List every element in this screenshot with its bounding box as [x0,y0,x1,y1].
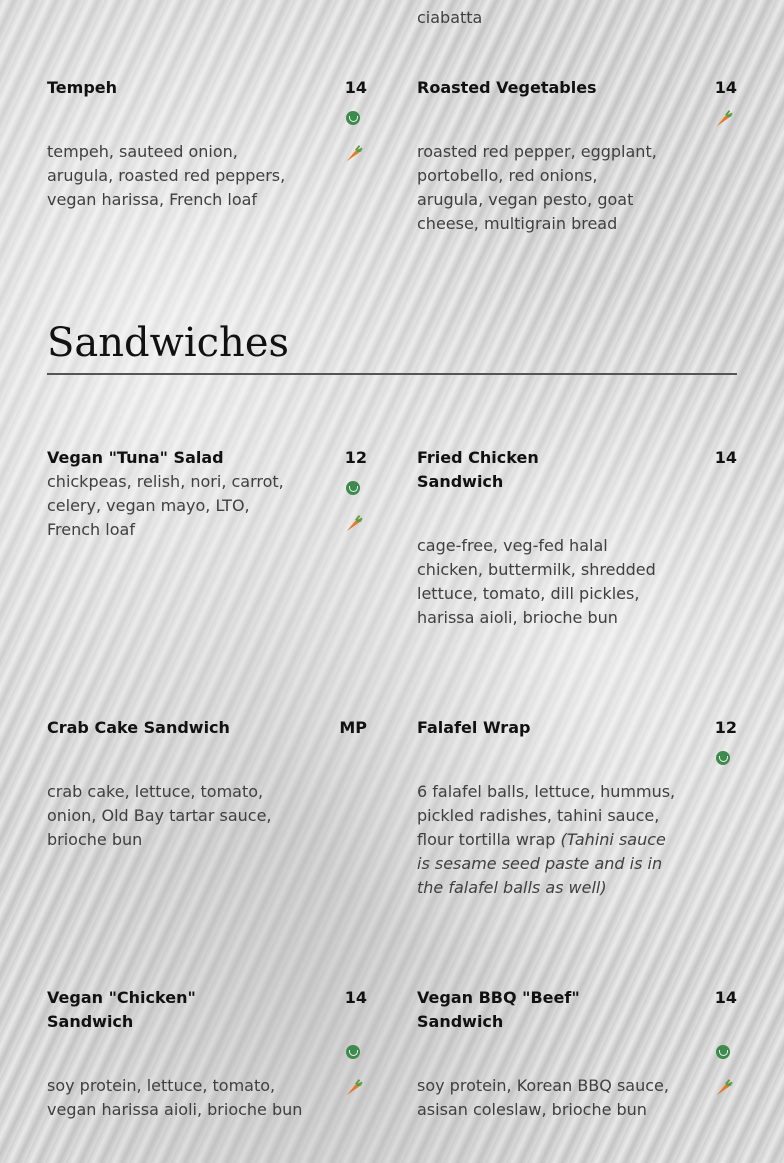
vegan-leaf-icon [346,111,360,125]
carrot-icon [343,1076,365,1098]
item-name: Tempeh [47,78,118,97]
section-divider [47,373,737,375]
item-name: Roasted Vegetables [417,78,597,97]
carrot-icon [713,1076,735,1098]
vegan-leaf-icon [346,481,360,495]
item-description: soy protein, Korean BBQ sauce, asisan coleslaw, brioche bun [417,1076,669,1119]
carrot-icon [343,512,365,534]
item-name: Crab Cake Sandwich [47,718,230,737]
item-description: cage-free, veg-fed halal chicken, buttermilk, shredded lettuce, tomato, dill pickles, harissa aioli, brioche bun [417,536,656,627]
item-name: Falafel Wrap [417,718,531,737]
item-price: 14 [714,988,737,1007]
item-description: crab cake, lettuce, tomato, onion, Old Bay tartar sauce, brioche bun [47,782,272,849]
item-name: Fried Chicken Sandwich [417,448,539,491]
carrot-icon [713,107,735,129]
menu-item-vegan-bbq-beef-sandwich [417,986,737,1146]
item-description: tempeh, sauteed onion, arugula, roasted red peppers, vegan harissa, French loaf [47,142,286,209]
item-note: (Tahini sauce is sesame seed paste and is in the falafel balls as well) [417,830,666,897]
item-name: Vegan "Chicken" Sandwich [47,988,196,1031]
menu-item-roasted-vegetables [417,76,737,236]
item-price: 14 [714,78,737,97]
item-description: soy protein, lettuce, tomato, vegan harissa aioli, brioche bun [47,1076,303,1119]
item-price: 14 [714,448,737,467]
vegan-leaf-icon [716,751,730,765]
item-price: 14 [344,78,367,97]
menu-item-vegan-tuna-salad [47,446,367,646]
item-price: 12 [344,448,367,467]
item-price: MP [339,718,367,737]
menu-item-vegan-chicken-sandwich [47,986,367,1146]
item-name: Vegan "Tuna" Salad [47,448,224,467]
item-description: 6 falafel balls, lettuce, hummus, pickled radishes, tahini sauce, flour tortilla wrap (Tahini sauce is sesame seed paste and is in the falafel balls as well) [417,782,676,897]
section-title: Sandwiches [47,320,290,366]
item-price: 12 [714,718,737,737]
item-name: Vegan BBQ "Beef" Sandwich [417,988,580,1031]
menu-item-falafel-wrap [417,716,737,916]
vegan-leaf-icon [346,1045,360,1059]
menu-item-crab-cake-sandwich [47,716,367,916]
menu-item-fried-chicken-sandwich [417,446,737,646]
item-price: 14 [344,988,367,1007]
vegan-leaf-icon [716,1045,730,1059]
carrot-icon [343,142,365,164]
partial-item-description: ciabatta [417,8,483,27]
item-description: roasted red pepper, eggplant, portobello, red onions, arugula, vegan pesto, goat cheese, multigrain bread [417,142,657,233]
menu-item-tempeh [47,76,367,236]
item-description: chickpeas, relish, nori, carrot, celery, vegan mayo, LTO, French loaf [47,472,284,539]
